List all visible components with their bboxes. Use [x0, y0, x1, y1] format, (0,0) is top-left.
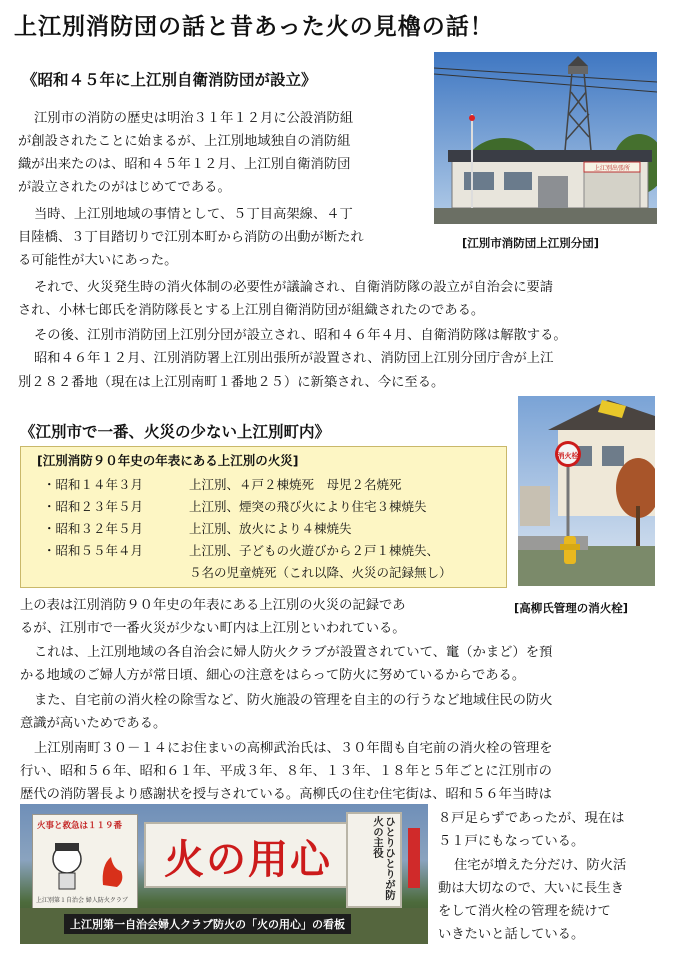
table-row: [43, 497, 503, 515]
paragraph-line: いきたいと話している。: [438, 927, 585, 942]
paragraph-line: 上江別南町３０－１４にお住まいの高柳武治氏は、３０年間も自宅前の消火栓の管理を: [34, 741, 553, 756]
paragraph-line: をして消火栓の管理を続けて: [438, 904, 611, 919]
paragraph-line: され、小林七郎氏を消防隊長とする上江別自衛消防団が組織されたのである。: [18, 303, 485, 318]
paragraph-line: また、自宅前の消火栓の除雪など、防火施設の管理を自主的の行うなど地域住民の防火: [34, 693, 553, 708]
fire-desc: 上江別、子どもの火遊びから２戸１棟焼失、: [189, 543, 440, 558]
paragraph-line: 上の表は江別消防９０年史の年表にある上江別の火災の記録であ: [20, 598, 406, 613]
paragraph-line: ８戸足らずであったが、現在は: [438, 811, 625, 826]
hydrant-illustration: [518, 396, 655, 586]
fire-station-photo: [434, 52, 657, 224]
paragraph-line: 意識が高いためである。: [20, 716, 167, 731]
fire-caution-text: 火の用心: [164, 837, 332, 883]
fire-date: ・昭和２３年５月: [43, 499, 144, 514]
paragraph-line: 織が出来たのは、昭和４５年１２月、上江別自衛消防団: [18, 157, 351, 172]
fire-date: ・昭和５５年４月: [43, 543, 144, 558]
section2-heading: 《江別市で一番、火災の少ない上江別町内》: [20, 423, 331, 441]
paragraph-line: 歴代の消防署長より感謝状を授与されている。高柳氏の住む住宅街は、昭和５６年当時は: [20, 787, 552, 802]
paragraph-line: ５１戸にもなっている。: [438, 834, 585, 849]
paragraph-line: これは、上江別地域の各自治会に婦人防火クラブが設置されていて、竃（かまど）を預: [34, 645, 553, 660]
poster-footer: 上江別第１自治会 婦人防火クラブ: [36, 897, 128, 904]
red-banner-flag: [408, 828, 420, 888]
paragraph-line: が設立されたのがはじめてである。: [18, 180, 231, 195]
fire-table-title: [江別消防９０年史の年表にある上江別の火災]: [37, 453, 299, 468]
paragraph-line: が創設されたことに始まるが、上江別地域独自の消防組: [18, 134, 351, 149]
paragraph-line: 別２８２番地（現在は上江別南町１番地２５）に新築され、今に至る。: [18, 375, 445, 390]
table-row: [43, 563, 503, 581]
paragraph-line: それで、火災発生時の消火体制の必要性が議論され、自衛消防隊の設立が自治会に要請: [34, 280, 554, 295]
paragraph-line: る可能性が大いにあった。: [18, 253, 178, 268]
poster-headline: 火事と救急は１１９番: [37, 821, 123, 831]
paragraph-line: その後、江別市消防団上江別分団が設立され、昭和４６年４月、自衛消防隊は解散する。: [34, 328, 567, 343]
table-row: [43, 519, 503, 537]
section1-heading: 《昭和４５年に上江別自衛消防団が設立》: [22, 71, 317, 89]
sign-caption: 上江別第一自治会婦人クラブ防火の「火の用心」の看板: [64, 914, 351, 934]
club-poster: [32, 814, 138, 910]
table-row: [43, 541, 503, 559]
fire-station-illustration: [434, 52, 657, 224]
paragraph-line: 当時、上江別地域の事情として、５丁目高架線、４丁: [34, 207, 353, 222]
fire-date: ・昭和１４年３月: [43, 477, 144, 492]
paragraph-line: 目陸橋、３丁目踏切りで江別本町から消防の出動が断たれ: [18, 230, 364, 245]
slogan-board: [346, 812, 402, 908]
fire-caution-board: [144, 822, 380, 888]
paragraph-line: かる地域のご婦人方が常日頃、細心の注意をはらって防火に努めているからである。: [20, 668, 526, 683]
hydrant-photo: [518, 396, 655, 586]
fire-desc: ５名の児童焼死（これ以降、火災の記録無し）: [189, 565, 452, 580]
paragraph-line: 江別市の消防の歴史は明治３１年１２月に公設消防組: [34, 111, 354, 126]
fire-station-caption: [江別市消防団上江別分団]: [462, 236, 600, 250]
paragraph-line: 行い、昭和５６年、昭和６１年、平成３年、８年、１３年、１８年と５年ごとに江別市の: [20, 764, 552, 779]
paragraph-line: 住宅が増えた分だけ、防火活: [454, 858, 627, 873]
hydrant-caption: [高柳氏管理の消火栓]: [514, 601, 629, 615]
fire-desc: 上江別、放火により４棟焼失: [189, 521, 352, 536]
paragraph-line: 動は大切なので、大いに長生き: [438, 881, 624, 896]
firefighter-icon: [41, 835, 131, 891]
slogan-text: ひとりひとりが防火の主役: [372, 816, 396, 900]
table-row: [43, 475, 503, 493]
fire-desc: 上江別、煙突の飛び火により住宅３棟焼失: [189, 499, 427, 514]
fire-desc: 上江別、４戸２棟焼死 母児２名焼死: [189, 477, 402, 492]
page-title: 上江別消防団の話と昔あった火の見櫓の話！: [14, 14, 494, 40]
paragraph-line: るが、江別市で一番火災が少ない町内は上江別といわれている。: [20, 621, 406, 636]
paragraph-line: 昭和４６年１２月、江別消防署上江別出張所が設置され、消防団上江別分団庁舎が上江: [34, 351, 554, 366]
fire-date: ・昭和３２年５月: [43, 521, 144, 536]
fire-caution-sign-photo: [20, 804, 428, 944]
hydrant-sign-text: 消火栓: [557, 452, 579, 460]
fire-history-table: [20, 446, 507, 588]
station-sign-text: 上江別出張所: [593, 165, 631, 172]
